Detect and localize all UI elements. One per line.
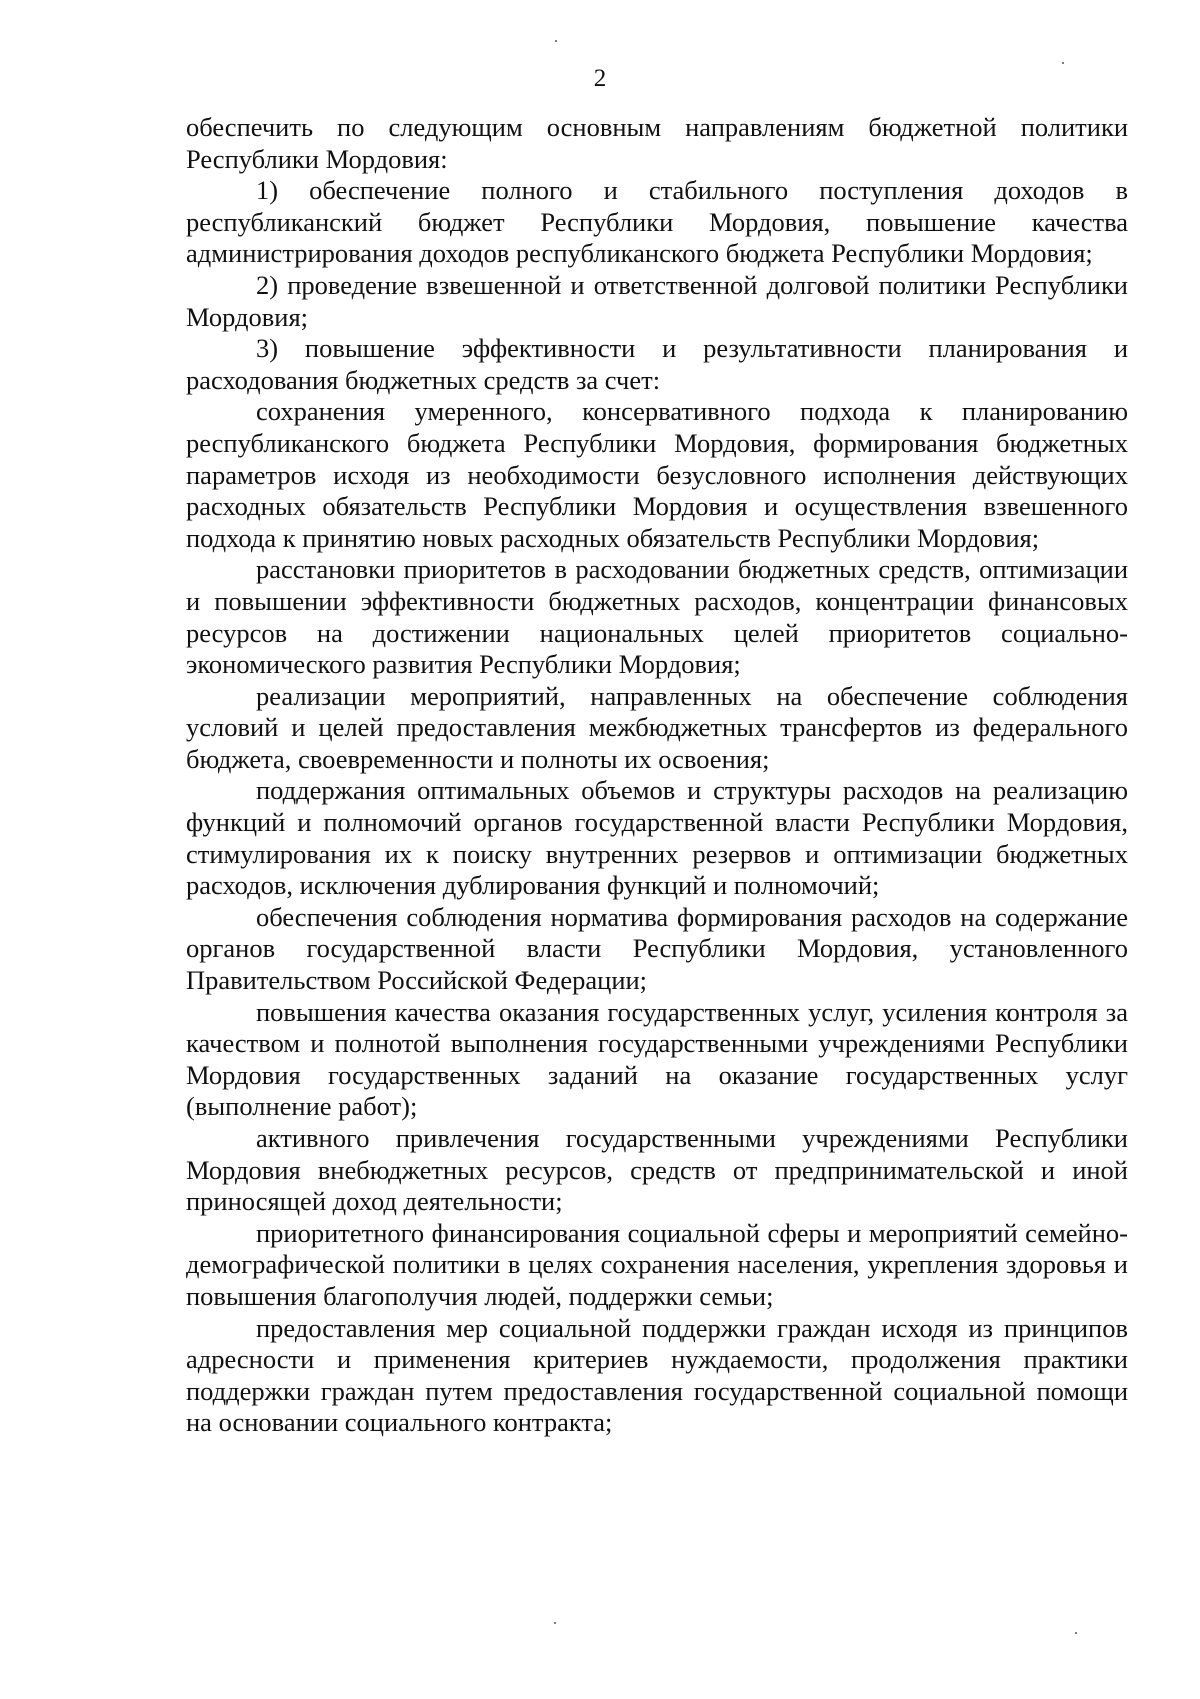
paragraph-sub-3: реализации мероприятий, направленных на обеспечение соблюдения условий и целей предоставления межбюджетных трансфертов из федерального бюджета, своевременности и полноты их освоения;: [186, 680, 1128, 774]
scan-speck: [555, 40, 557, 42]
paragraph-sub-7: активного привлечения государственными учреждениями Республики Мордовия внебюджетных ресурсов, средств от предпринимательской и иной приносящей доход деятельности;: [186, 1123, 1128, 1217]
page-number: 2: [593, 65, 607, 92]
paragraph-intro: обеспечить по следующим основным направлениям бюджетной политики Республики Мордовия:: [186, 112, 1128, 174]
paragraph-item-2: 2) проведение взвешенной и ответственной долговой политики Республики Мордовия;: [186, 269, 1128, 332]
paragraph-sub-1: сохранения умеренного, консервативного подхода к планированию республиканского бюджета Республики Мордовия, формирования бюджетных параметров исходя из необходимости безусловного исполнения действующих расходных обязательств Республики Мордовия и осуществления взвешенного подхода к принятию новых расходных обязательств Республики Мордовия;: [186, 396, 1128, 553]
paragraph-item-3: 3) повышение эффективности и результативности планирования и расходования бюджетных средств за счет:: [186, 333, 1128, 395]
paragraph-item-1: 1) обеспечение полного и стабильного поступления доходов в республиканский бюджет Республики Мордовия, повышение качества администрирования доходов республиканского бюджета Республики Мордовия;: [186, 175, 1128, 269]
paragraph-sub-6: повышения качества оказания государственных услуг, усиления контроля за качеством и полнотой выполнения государственными учреждениями Республики Мордовия государственных заданий на оказание государственных услуг (выполнение работ);: [186, 996, 1128, 1122]
scan-speck: [554, 1622, 556, 1624]
paragraph-sub-5: обеспечения соблюдения норматива формирования расходов на содержание органов государственной власти Республики Мордовия, установленного Правительством Российской Федерации;: [186, 901, 1128, 996]
scan-speck: [1062, 62, 1064, 64]
paragraph-sub-4: поддержания оптимальных объемов и структуры расходов на реализацию функций и полномочий органов государственной власти Республики Мордовия, стимулирования их к поиску внутренних резервов и оптимизации бюджетных расходов, исключения дублирования функций и полномочий;: [186, 775, 1128, 901]
document-body: [186, 112, 1128, 1439]
paragraph-sub-8: приоритетного финансирования социальной сферы и мероприятий семейно-демографической политики в целях сохранения населения, укрепления здоровья и повышения благополучия людей, поддержки семьи;: [186, 1217, 1128, 1311]
paragraph-sub-2: расстановки приоритетов в расходовании бюджетных средств, оптимизации и повышении эффективности бюджетных расходов, концентрации финансовых ресурсов на достижении национальных целей приоритетов социально-экономического развития Республики Мордовия;: [186, 554, 1128, 680]
scan-speck: [1075, 1632, 1077, 1634]
paragraph-sub-9: предоставления мер социальной поддержки граждан исходя из принципов адресности и применения критериев нуждаемости, продолжения практики поддержки граждан путем предоставления государственной социальной помощи на основании социального контракта;: [186, 1312, 1128, 1438]
